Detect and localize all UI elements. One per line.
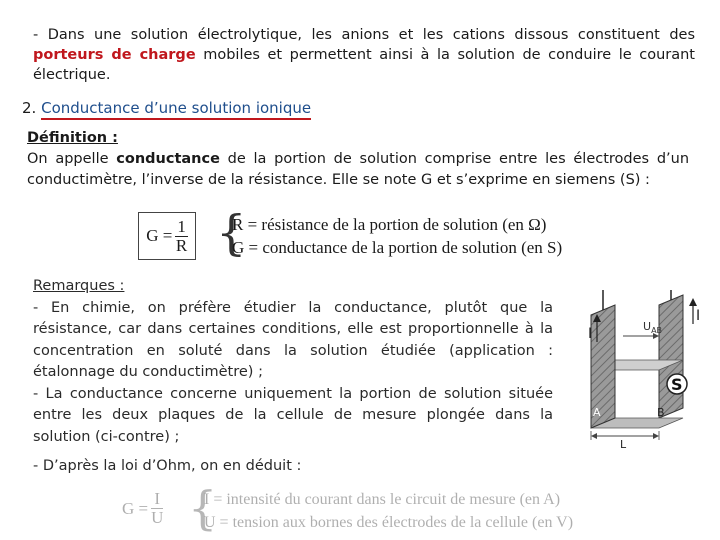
remark-item-2: - La conductance concerne uniquement la portion de solution située entre les deux plaques de la cellule de mesure plongée dans la solution (ci-contre) ; bbox=[33, 385, 553, 445]
section-title: Conductance d’une solution ionique bbox=[41, 99, 311, 120]
remark-item-3: - D’après la loi d’Ohm, on en déduit : bbox=[33, 458, 302, 474]
label-l: L bbox=[620, 438, 627, 451]
formula1-line-g: G = conductance de la portion de solution (en S) bbox=[232, 238, 563, 257]
label-i-right: I bbox=[696, 308, 701, 324]
remarks-heading: Remarques : bbox=[33, 278, 125, 294]
definition-term: conductance bbox=[116, 151, 220, 167]
formula1-lhs: G = bbox=[146, 226, 173, 245]
definition-text-1: On appelle bbox=[27, 151, 117, 167]
label-b: B bbox=[657, 406, 665, 419]
conductance-cell-figure bbox=[583, 290, 705, 452]
formula1-brace: { bbox=[216, 205, 247, 261]
formula2-brace: { bbox=[188, 481, 218, 535]
formula1-definitions bbox=[232, 213, 562, 259]
definition-block bbox=[27, 128, 689, 191]
intro-paragraph bbox=[33, 25, 695, 85]
section-number: 2. bbox=[22, 99, 37, 117]
formula1-line-r: R = résistance de la portion de solution (en Ω) bbox=[232, 215, 547, 234]
formula2-line-i: I = intensité du courant dans le circuit de mesure (en A) bbox=[204, 491, 561, 508]
formula1-numerator: 1 bbox=[177, 216, 186, 236]
section-heading bbox=[22, 98, 311, 118]
current-arrow-right-icon bbox=[689, 298, 697, 306]
formula-g-equals-i-over-u bbox=[122, 490, 163, 527]
formula2-line-u: U = tension aux bornes des électrodes de la cellule (en V) bbox=[204, 514, 574, 531]
definition-text-2: de la portion de solution comprise entre les électrodes d’un conductimètre, l’inverse de la résistance. Elle se note G et s’exprime en siemens (S) : bbox=[27, 151, 690, 188]
label-s: S bbox=[671, 375, 683, 394]
definition-heading: Définition : bbox=[27, 130, 118, 146]
electrode-b-plate bbox=[659, 295, 683, 418]
formula2-definitions bbox=[204, 488, 573, 534]
formula2-denominator: U bbox=[151, 508, 164, 527]
formula2-fraction bbox=[151, 490, 163, 527]
label-a: A bbox=[593, 406, 601, 419]
intro-highlight: porteurs de charge bbox=[33, 47, 196, 63]
label-uab: $U_{AB}$ bbox=[643, 320, 663, 335]
intro-text-2: mobiles et permettent ainsi à la solution de conduire le courant électrique. bbox=[33, 47, 695, 83]
formula1-fraction bbox=[175, 218, 188, 255]
remark-item-1: - En chimie, on préfère étudier la conductance, plutôt que la résistance, car dans certaines conditions, elle est proportionnelle à la concentration en soluté dans la solution étudiée (application : étalonnage du conductimètre) ; bbox=[33, 299, 553, 380]
label-i-left: I bbox=[588, 326, 593, 342]
formula1-denominator: R bbox=[175, 235, 188, 255]
formula2-numerator: I bbox=[151, 490, 163, 509]
intro-text-1: - Dans une solution électrolytique, les anions et les cations dissous constituent des bbox=[33, 27, 695, 43]
definition-paragraph bbox=[27, 149, 689, 191]
formula-g-equals-1-over-r bbox=[138, 212, 196, 260]
formula2-lhs: G = bbox=[122, 498, 149, 518]
remarks-block bbox=[33, 276, 553, 478]
